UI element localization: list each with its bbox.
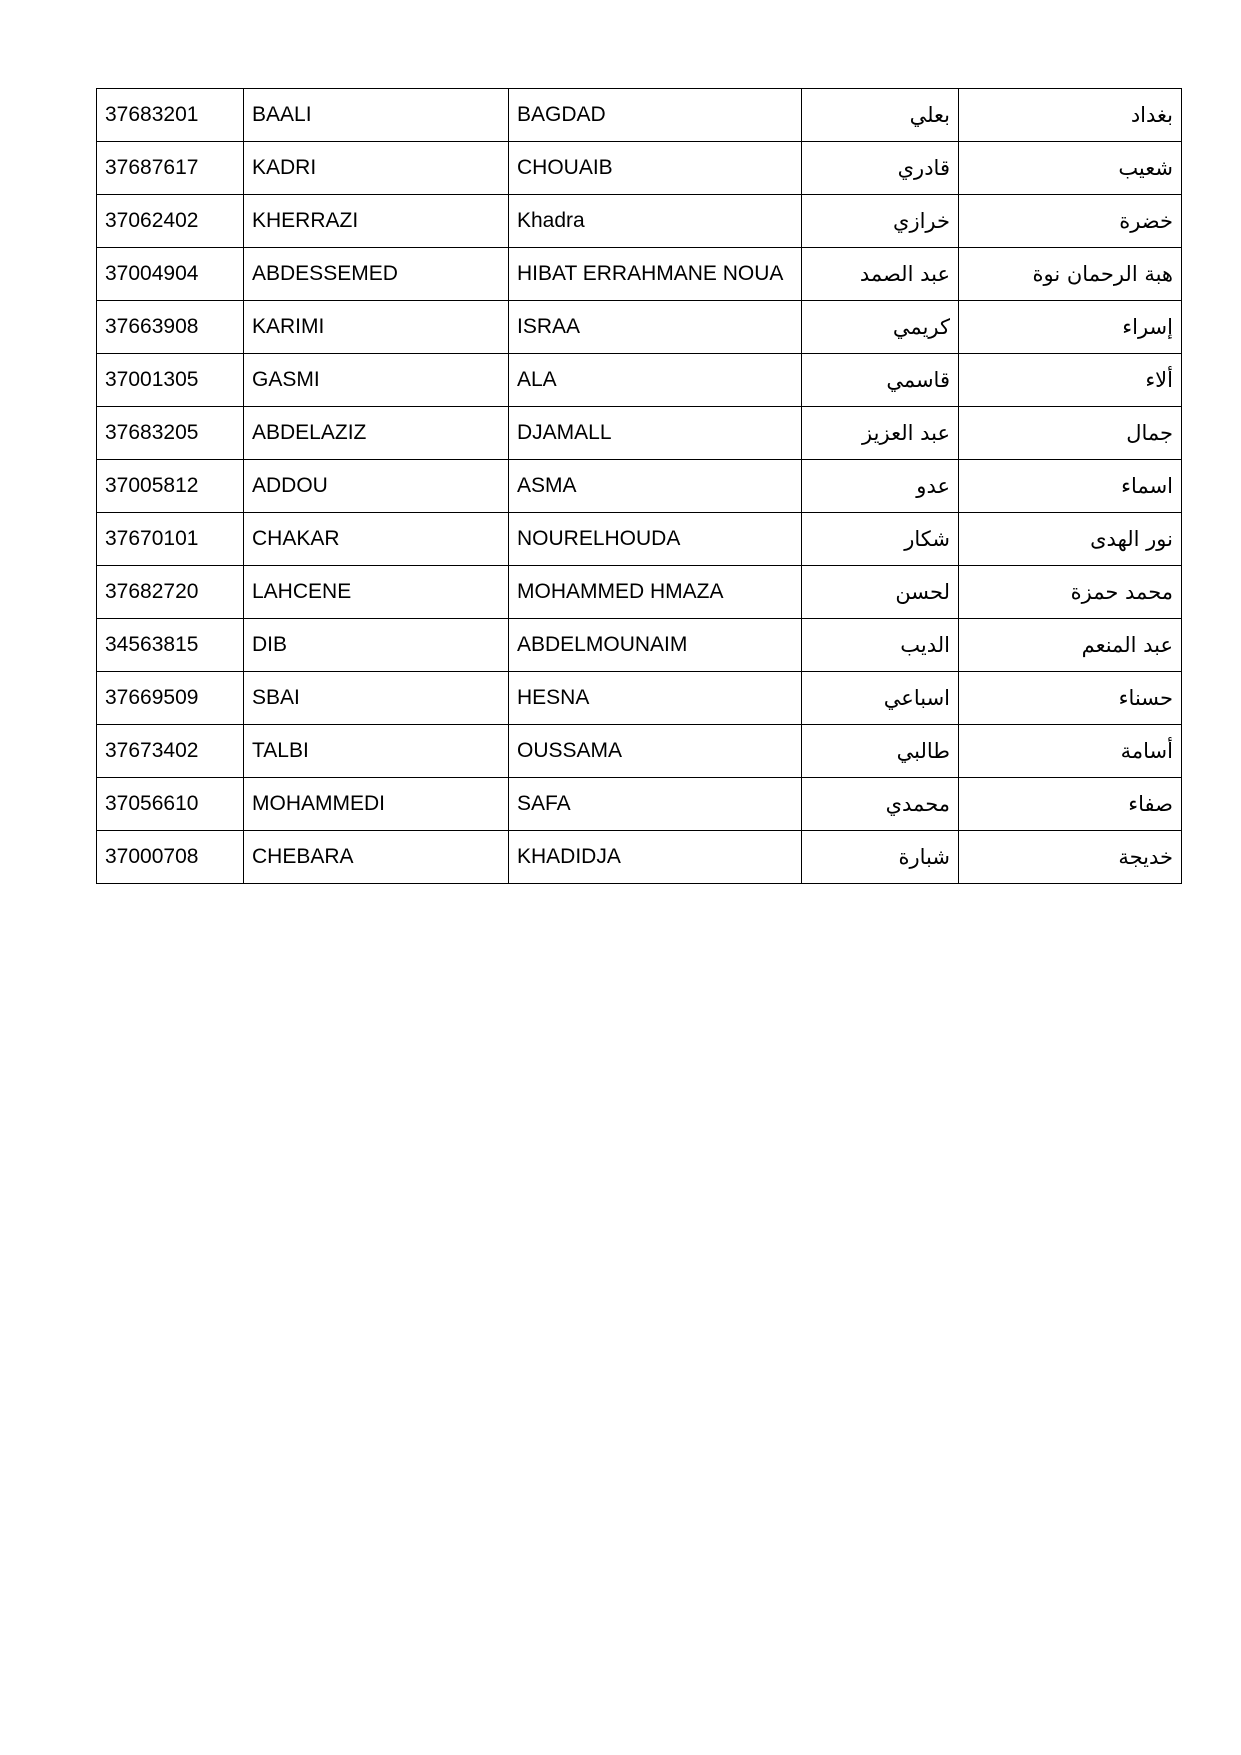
cell-last-name-latin: BAALI bbox=[244, 89, 509, 142]
cell-last-name-arabic: عبد العزيز bbox=[802, 407, 959, 460]
student-roster-table bbox=[96, 88, 1182, 884]
cell-first-name-arabic: خضرة bbox=[959, 195, 1182, 248]
cell-last-name-arabic: بعلي bbox=[802, 89, 959, 142]
table-row bbox=[97, 566, 1182, 619]
cell-id: 37001305 bbox=[97, 354, 244, 407]
cell-id: 37683205 bbox=[97, 407, 244, 460]
cell-first-name-arabic: خديجة bbox=[959, 831, 1182, 884]
cell-first-name-arabic: صفاء bbox=[959, 778, 1182, 831]
table-row bbox=[97, 248, 1182, 301]
cell-last-name-arabic: طالبي bbox=[802, 725, 959, 778]
table-body bbox=[97, 89, 1182, 884]
table-row bbox=[97, 195, 1182, 248]
cell-first-name-latin: DJAMALL bbox=[509, 407, 802, 460]
table-row bbox=[97, 460, 1182, 513]
cell-id: 37062402 bbox=[97, 195, 244, 248]
table-row bbox=[97, 513, 1182, 566]
cell-id: 37056610 bbox=[97, 778, 244, 831]
cell-id: 37000708 bbox=[97, 831, 244, 884]
cell-first-name-latin: MOHAMMED HMAZA bbox=[509, 566, 802, 619]
table-row bbox=[97, 301, 1182, 354]
table-row bbox=[97, 831, 1182, 884]
table-row bbox=[97, 778, 1182, 831]
cell-first-name-arabic: أسامة bbox=[959, 725, 1182, 778]
cell-first-name-latin: CHOUAIB bbox=[509, 142, 802, 195]
cell-id: 37669509 bbox=[97, 672, 244, 725]
cell-first-name-arabic: اسماء bbox=[959, 460, 1182, 513]
table-row bbox=[97, 142, 1182, 195]
cell-last-name-latin: CHEBARA bbox=[244, 831, 509, 884]
cell-first-name-latin: ALA bbox=[509, 354, 802, 407]
cell-id: 34563815 bbox=[97, 619, 244, 672]
cell-last-name-latin: KHERRAZI bbox=[244, 195, 509, 248]
table-row bbox=[97, 89, 1182, 142]
cell-last-name-latin: KADRI bbox=[244, 142, 509, 195]
cell-first-name-latin: HESNA bbox=[509, 672, 802, 725]
cell-first-name-arabic: عبد المنعم bbox=[959, 619, 1182, 672]
cell-first-name-arabic: حسناء bbox=[959, 672, 1182, 725]
cell-last-name-latin: ABDESSEMED bbox=[244, 248, 509, 301]
cell-last-name-latin: TALBI bbox=[244, 725, 509, 778]
cell-last-name-arabic: محمدي bbox=[802, 778, 959, 831]
cell-first-name-arabic: بغداد bbox=[959, 89, 1182, 142]
cell-id: 37673402 bbox=[97, 725, 244, 778]
cell-last-name-arabic: قادري bbox=[802, 142, 959, 195]
cell-first-name-arabic: محمد حمزة bbox=[959, 566, 1182, 619]
cell-first-name-arabic: إسراء bbox=[959, 301, 1182, 354]
cell-first-name-latin: OUSSAMA bbox=[509, 725, 802, 778]
cell-last-name-arabic: خرازي bbox=[802, 195, 959, 248]
table-row bbox=[97, 354, 1182, 407]
cell-first-name-arabic: ألاء bbox=[959, 354, 1182, 407]
cell-id: 37004904 bbox=[97, 248, 244, 301]
cell-last-name-arabic: قاسمي bbox=[802, 354, 959, 407]
cell-first-name-latin: ABDELMOUNAIM bbox=[509, 619, 802, 672]
cell-last-name-arabic: شبارة bbox=[802, 831, 959, 884]
cell-last-name-arabic: عدو bbox=[802, 460, 959, 513]
cell-first-name-latin: HIBAT ERRAHMANE NOUA bbox=[509, 248, 802, 301]
cell-id: 37670101 bbox=[97, 513, 244, 566]
cell-last-name-latin: KARIMI bbox=[244, 301, 509, 354]
cell-first-name-latin: ASMA bbox=[509, 460, 802, 513]
cell-first-name-latin: KHADIDJA bbox=[509, 831, 802, 884]
cell-first-name-latin: BAGDAD bbox=[509, 89, 802, 142]
cell-id: 37005812 bbox=[97, 460, 244, 513]
cell-last-name-arabic: كريمي bbox=[802, 301, 959, 354]
table-row bbox=[97, 407, 1182, 460]
cell-first-name-latin: ISRAA bbox=[509, 301, 802, 354]
cell-first-name-arabic: شعيب bbox=[959, 142, 1182, 195]
cell-first-name-latin: Khadra bbox=[509, 195, 802, 248]
cell-last-name-latin: ABDELAZIZ bbox=[244, 407, 509, 460]
table-row bbox=[97, 619, 1182, 672]
cell-last-name-latin: LAHCENE bbox=[244, 566, 509, 619]
cell-last-name-latin: DIB bbox=[244, 619, 509, 672]
cell-last-name-arabic: شكار bbox=[802, 513, 959, 566]
cell-last-name-arabic: اسباعي bbox=[802, 672, 959, 725]
cell-id: 37683201 bbox=[97, 89, 244, 142]
cell-last-name-latin: MOHAMMEDI bbox=[244, 778, 509, 831]
cell-id: 37687617 bbox=[97, 142, 244, 195]
cell-last-name-arabic: لحسن bbox=[802, 566, 959, 619]
cell-last-name-latin: GASMI bbox=[244, 354, 509, 407]
cell-first-name-latin: SAFA bbox=[509, 778, 802, 831]
cell-first-name-arabic: هبة الرحمان نوة bbox=[959, 248, 1182, 301]
cell-id: 37682720 bbox=[97, 566, 244, 619]
cell-last-name-latin: CHAKAR bbox=[244, 513, 509, 566]
cell-last-name-latin: ADDOU bbox=[244, 460, 509, 513]
cell-first-name-arabic: جمال bbox=[959, 407, 1182, 460]
cell-first-name-latin: NOURELHOUDA bbox=[509, 513, 802, 566]
cell-last-name-arabic: عبد الصمد bbox=[802, 248, 959, 301]
cell-last-name-arabic: الديب bbox=[802, 619, 959, 672]
table-row bbox=[97, 725, 1182, 778]
cell-first-name-arabic: نور الهدى bbox=[959, 513, 1182, 566]
cell-last-name-latin: SBAI bbox=[244, 672, 509, 725]
cell-id: 37663908 bbox=[97, 301, 244, 354]
table-row bbox=[97, 672, 1182, 725]
